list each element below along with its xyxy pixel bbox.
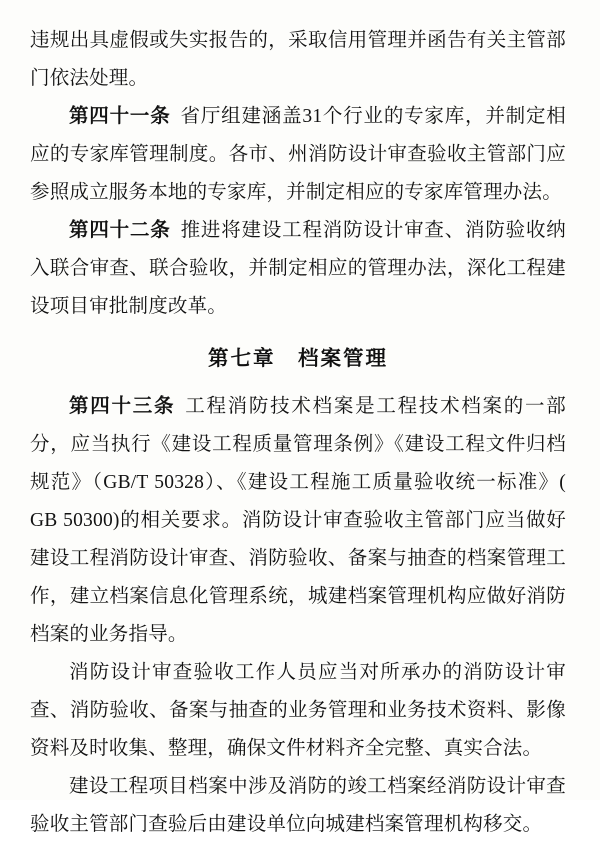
article-body-42: 推进将建设工程消防设计审查、消防验收纳入联合审查、联合验收，并制定相应的管理办法，深化工程建设项目审批制度改革。: [30, 220, 566, 317]
paragraph-article-43: [30, 388, 566, 654]
article-body-43: 工程消防技术档案是工程技术档案的一部分，应当执行《建设工程质量管理条例》《建设工程文件归档规范》（GB/T 50328）、《建设工程施工质量验收统一标准》( GB 50300)的相关要求。消防设计审查验收主管部门应当做好建设工程消防设计审查、消防验收、备案与抽查的档案管理工作，建立档案信息化管理系统，城建档案管理机构应做好消防档案的业务指导。: [30, 396, 566, 645]
paragraph-continuation: 违规出具虚假或失实报告的，采取信用管理并函告有关主管部门依法处理。: [30, 30, 566, 89]
article-heading-42: 第四十二条: [69, 220, 171, 241]
paragraph-staff-duties: 消防设计审查验收工作人员应当对所承办的消防设计审查、消防验收、备案与抽查的业务管理和业务技术资料、影像资料及时收集、整理，确保文件材料齐全完整、真实合法。: [30, 662, 566, 759]
paragraph-article-42: [30, 212, 566, 326]
article-heading-43: 第四十三条: [69, 396, 176, 417]
article-heading-41: 第四十一条: [69, 106, 171, 127]
article-body-41: 省厅组建涵盖31个行业的专家库，并制定相应的专家库管理制度。各市、州消防设计审查验收主管部门应参照成立服务本地的专家库，并制定相应的专家库管理办法。: [30, 106, 566, 203]
chapter-heading-7: 第七章 档案管理: [208, 348, 388, 370]
paragraph-archive-transfer: 建设工程项目档案中涉及消防的竣工档案经消防设计审查验收主管部门查验后由建设单位向城建档案管理机构移交。: [30, 776, 566, 835]
paragraph-article-41: [30, 98, 566, 212]
